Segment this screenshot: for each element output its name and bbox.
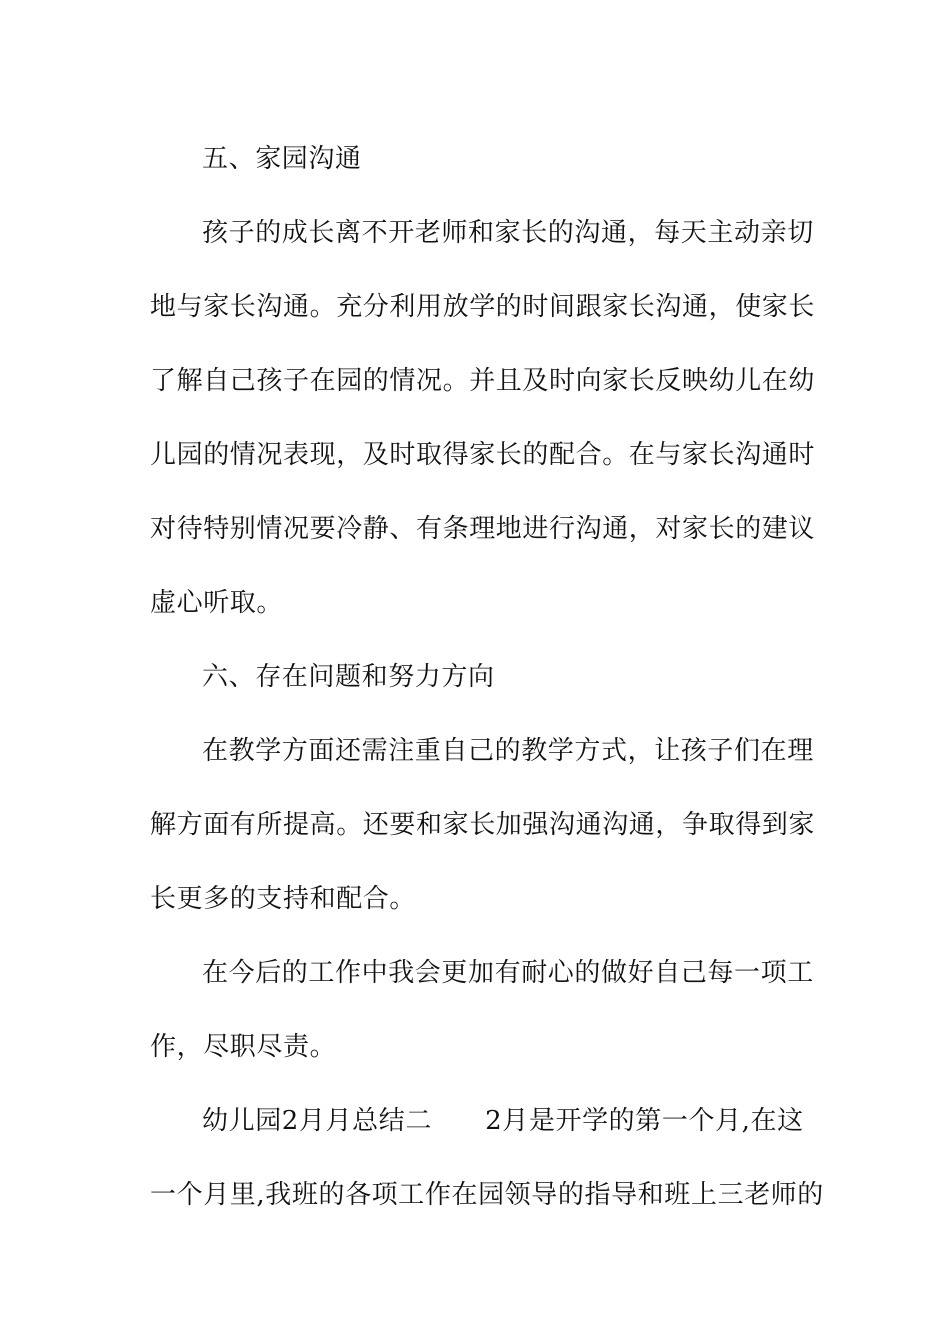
paragraph-line: 作，尽职尽责。 <box>150 1032 337 1062</box>
paragraph-line: 地与家长沟通。充分利用放学的时间跟家长沟通，使家长 <box>150 292 816 322</box>
paragraph-line: 长更多的支持和配合。 <box>150 884 417 914</box>
paragraph-line: 虚心听取。 <box>150 588 284 618</box>
paragraph-line: 了解自己孩子在园的情况。并且及时向家长反映幼儿在幼 <box>150 366 816 396</box>
section-heading-home-school-communication: 五、家园沟通 <box>202 144 362 174</box>
paragraph-line: 幼儿园2月月总结二 2月是开学的第一个月,在这 <box>202 1106 804 1136</box>
paragraph-line: 孩子的成长离不开老师和家长的沟通，每天主动亲切 <box>202 218 814 248</box>
paragraph-line: 在今后的工作中我会更加有耐心的做好自己每一项工 <box>202 958 814 988</box>
paragraph-line: 一个月里,我班的各项工作在园领导的指导和班上三老师的 <box>150 1180 824 1210</box>
paragraph-line: 在教学方面还需注重自己的教学方式，让孩子们在理 <box>202 736 814 766</box>
paragraph-line: 解方面有所提高。还要和家长加强沟通沟通，争取得到家 <box>150 810 816 840</box>
paragraph-line: 对待特别情况要冷静、有条理地进行沟通，对家长的建议 <box>150 514 816 544</box>
paragraph-line: 儿园的情况表现，及时取得家长的配合。在与家长沟通时 <box>150 440 816 470</box>
section-heading-problems-and-direction: 六、存在问题和努力方向 <box>202 662 495 692</box>
